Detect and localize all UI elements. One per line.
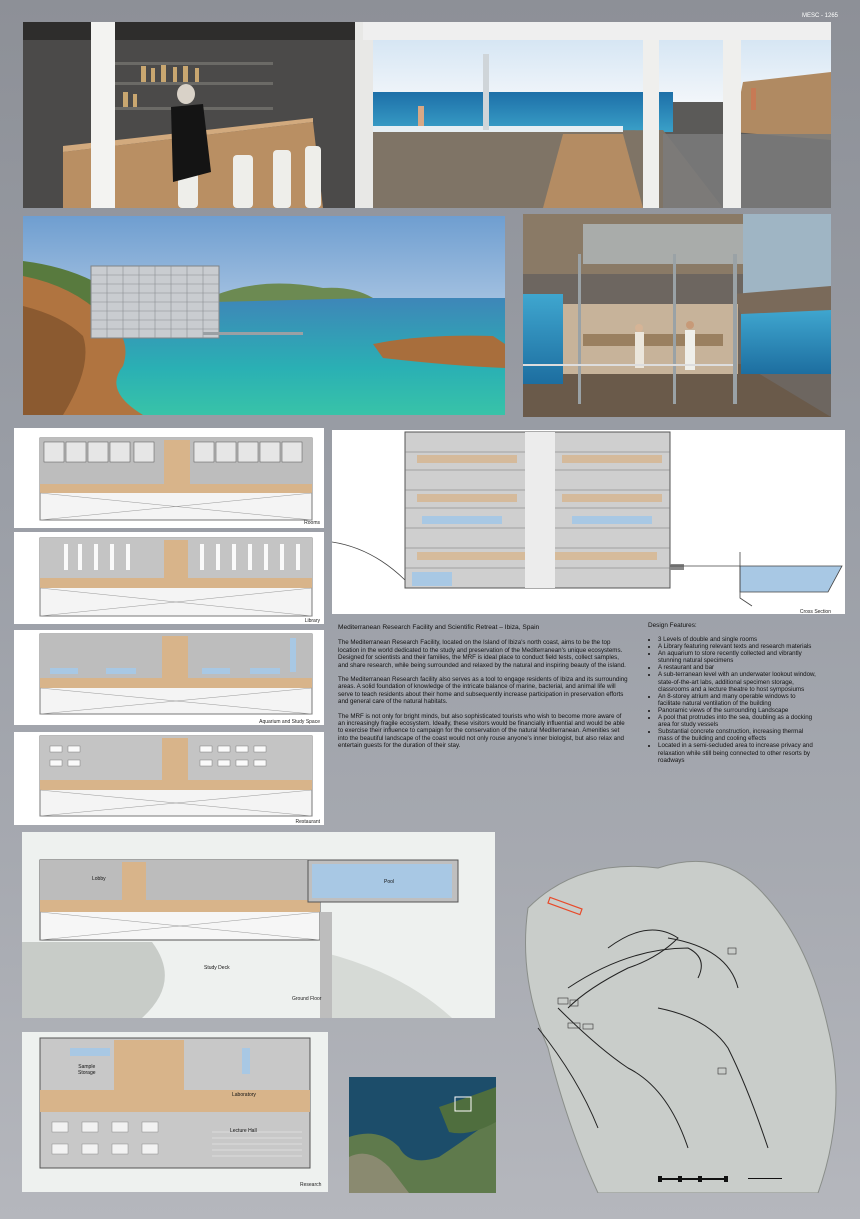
feature-item: • An aquarium to store recently collected and vibrantly stunning natural specimens	[658, 650, 818, 664]
label-pool: Pool	[384, 879, 395, 885]
plan-research	[22, 1032, 328, 1192]
description-title: Mediterranean Research Facility and Scientific Retreat – Ibiza, Spain	[338, 624, 540, 631]
plan-aquarium-study	[14, 630, 324, 725]
feature-item: • A Library featuring relevant texts and research materials	[658, 643, 818, 650]
label-laboratory: Laboratory	[232, 1092, 256, 1098]
caption-library: Library	[304, 618, 320, 624]
feature-item: • An 8-storey atrium and many operable windows to facilitate natural ventilation of the building	[658, 693, 818, 707]
feature-item: • A sub-terranean level with an underwater lookout window, state-of-the-art labs, additional specimen storage, classrooms and a lecture theatre to host symposiums	[658, 671, 818, 692]
caption-cross-section: Cross Section	[799, 609, 831, 614]
render-interior-aquarium	[523, 214, 831, 417]
feature-item: • A pool that protrudes into the sea, doubling as a docking area for study vessels	[658, 714, 818, 728]
label-study-deck: Study Deck	[204, 965, 230, 971]
design-features-list	[648, 636, 818, 764]
feature-item: • 3 Levels of double and single rooms	[658, 636, 818, 643]
caption-ground-floor: Ground Floor	[292, 996, 322, 1002]
aerial-map	[349, 1077, 496, 1193]
feature-item: • Panoramic views of the surrounding Landscape	[658, 707, 818, 714]
design-features	[648, 622, 818, 764]
site-plan	[508, 848, 848, 1193]
caption-research: Research	[300, 1182, 322, 1188]
description-paragraph-2: The Mediterranean Research facility also serves as a tool to engage residents of Ibiza and its surrounding areas. A solid foundation of knowledge of the intricate balance of marine, bacterial, and animal life will serve to teach residents about their home and subsequently increase participation in preservation efforts and general care of the natural habitats.	[338, 676, 628, 706]
feature-item: • Located in a semi-secluded area to increase privacy and relaxation while still being connected to other resorts by roadways	[658, 742, 818, 763]
description-paragraph-3: The MRF is not only for bright minds, but also sophisticated tourists who wish to become more aware of an increasingly fragile ecosystem. Ideally, these visitors would be financially influential and would be able to exercise their influence to campaign for the conservation of the natural Mediterranean. Amenities set into the beautiful landscape of the coast would not only rouse anyone's inner biologist, but also relax and entertain guests for the duration of their stay.	[338, 712, 625, 750]
feature-item: • A restaurant and bar	[658, 664, 818, 671]
cross-section	[332, 430, 845, 614]
render-exterior-coast	[23, 216, 505, 415]
description-paragraph-1: The Mediterranean Research Facility, located on the Island of Ibiza's north coast, aims to be the top location in the world dedicated to the study and preservation of the Mediterranean's unique ecosystems. Designed for scientists and their families, the MRF is ideal place to conduct field tests, collect samples, and share research, while being surrounded and relaxed by the natural and inspiring beauty of the island.	[338, 639, 626, 669]
caption-restaurant: Restaurant	[295, 819, 320, 825]
plan-library	[14, 532, 324, 624]
plan-ground-floor	[22, 832, 495, 1018]
design-features-title: Design Features:	[648, 622, 697, 629]
caption-rooms: Rooms	[304, 520, 320, 526]
sheet-code: MESC - 1265	[801, 13, 838, 19]
project-description	[338, 624, 628, 757]
label-lecture-hall: Lecture Hall	[230, 1128, 257, 1134]
label-lobby: Lobby	[92, 876, 106, 882]
caption-aquarium: Aquarium and Study Space	[259, 719, 320, 725]
plan-restaurant	[14, 732, 324, 825]
feature-item: • Substantial concrete construction, increasing thermal mass of the building and cooling effects	[658, 728, 818, 742]
label-sample-storage: Sample Storage	[78, 1064, 96, 1076]
plan-rooms	[14, 428, 324, 528]
render-bar-terrace	[23, 22, 831, 208]
